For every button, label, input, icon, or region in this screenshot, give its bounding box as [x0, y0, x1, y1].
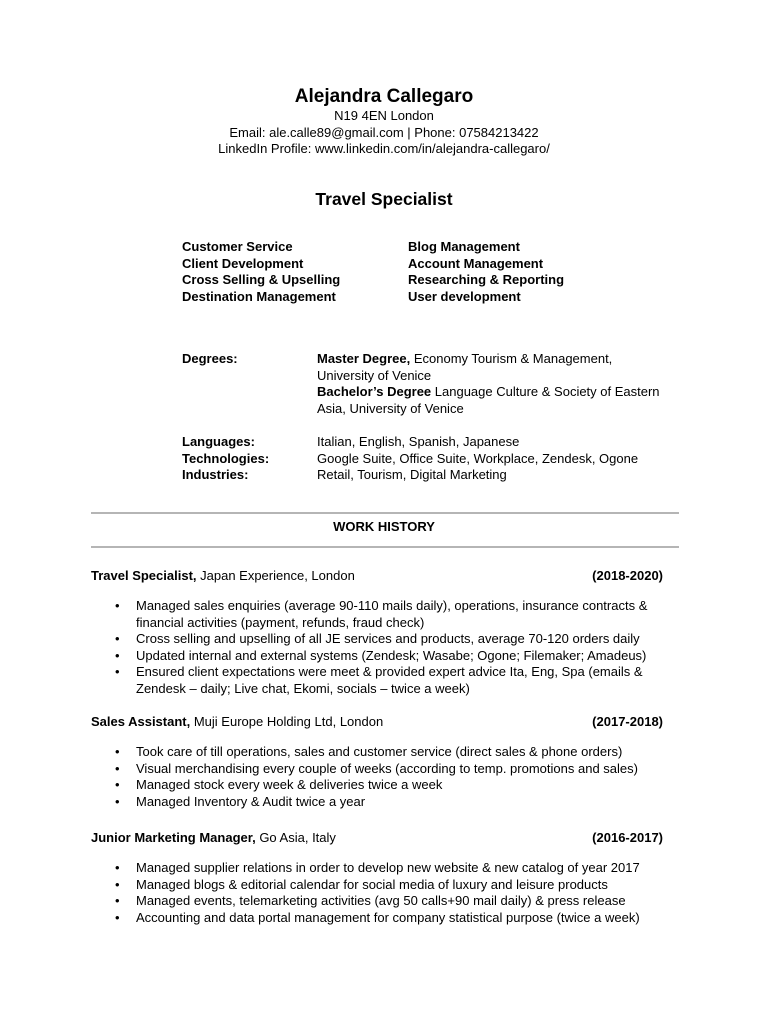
- job-entry-header: [91, 830, 663, 847]
- bullet-glyph: •: [115, 664, 120, 680]
- list-item-text: Managed stock every week & deliveries twice a week: [136, 777, 443, 793]
- bullet-glyph: •: [115, 777, 120, 793]
- list-item: [115, 761, 685, 778]
- contact-block: [0, 108, 768, 158]
- list-item-text: Managed sales enquiries (average 90-110 mails daily), operations, insurance contracts & financial activities (payment, refunds, fraud check): [136, 598, 648, 630]
- job-company: Go Asia, Italy: [255, 830, 336, 845]
- section-divider-bottom: [91, 546, 679, 548]
- skill-item: Account Management: [408, 255, 544, 271]
- list-item-text: Managed blogs & editorial calendar for social media of luxury and leisure products: [136, 876, 608, 892]
- linkedin-line: LinkedIn Profile: www.linkedin.com/in/alejandra-callegaro/: [218, 141, 550, 157]
- bullet-glyph: •: [115, 876, 120, 892]
- list-item: [115, 893, 685, 910]
- job-dates: (2018-2020): [592, 568, 663, 583]
- industries-value: Retail, Tourism, Digital Marketing: [317, 467, 507, 483]
- list-item: [115, 744, 685, 761]
- skill-item: Blog Management: [408, 239, 520, 254]
- info-labels: [182, 434, 269, 484]
- job-title: Travel Specialist: [315, 189, 453, 209]
- bullet-glyph: •: [115, 744, 120, 759]
- bullet-glyph: •: [115, 909, 120, 925]
- job-company: Japan Experience, London: [196, 568, 355, 583]
- list-item: [115, 860, 685, 877]
- master-degree-title: Master Degree,: [317, 351, 411, 366]
- list-item: [115, 631, 685, 648]
- list-item-text: Cross selling and upselling of all JE services and products, average 70-120 orders daily: [136, 631, 640, 647]
- skill-item: Researching & Reporting: [408, 272, 565, 288]
- list-item-text: Managed supplier relations in order to develop new website & new catalog of year 2017: [136, 860, 640, 875]
- bullet-glyph: •: [115, 860, 120, 875]
- list-item-text: Took care of till operations, sales and customer service (direct sales & phone orders): [136, 744, 623, 759]
- job-company: Muji Europe Holding Ltd, London: [190, 714, 384, 729]
- bullet-glyph: •: [115, 760, 120, 776]
- job-role: Travel Specialist,: [91, 568, 197, 583]
- list-item: [115, 777, 685, 794]
- languages-value: Italian, English, Spanish, Japanese: [317, 434, 520, 449]
- industries-label: Industries:: [182, 467, 249, 483]
- master-degree-detail: Economy Tourism & Management, University of Venice: [317, 351, 613, 383]
- degrees-detail: [317, 351, 667, 417]
- job-role: Junior Marketing Manager,: [91, 830, 256, 845]
- job-bullets: [115, 744, 685, 810]
- job-dates: (2017-2018): [592, 714, 663, 729]
- list-item: [115, 794, 685, 811]
- bullet-glyph: •: [115, 598, 120, 613]
- job-bullets: [115, 860, 685, 926]
- skill-item: Destination Management: [182, 288, 336, 304]
- list-item: [115, 664, 685, 697]
- bullet-glyph: •: [115, 893, 120, 909]
- job-entry-header: [91, 714, 663, 731]
- job-dates: (2016-2017): [592, 830, 663, 845]
- bachelor-degree-detail: Language Culture & Society of Eastern Asia, University of Venice: [317, 384, 660, 416]
- bachelor-degree: [317, 384, 667, 417]
- skills-column-left: [182, 239, 340, 305]
- list-item-text: Accounting and data portal management for company statistical purpose (twice a week): [136, 909, 640, 925]
- skill-item: User development: [408, 288, 521, 304]
- job-role: Sales Assistant,: [91, 714, 191, 729]
- technologies-value: Google Suite, Office Suite, Workplace, Zendesk, Ogone: [317, 450, 639, 466]
- list-item-text: Managed Inventory & Audit twice a year: [136, 793, 366, 809]
- list-item: [115, 910, 685, 927]
- master-degree: [317, 351, 667, 384]
- list-item-text: Managed events, telemarketing activities (avg 50 calls+90 mail daily) & press release: [136, 893, 626, 909]
- bullet-glyph: •: [115, 647, 120, 663]
- skill-item: Customer Service: [182, 239, 293, 254]
- technologies-label: Technologies:: [182, 450, 270, 466]
- degrees-label: Degrees:: [182, 351, 238, 366]
- address-line: N19 4EN London: [334, 108, 434, 123]
- email-phone-line: Email: ale.calle89@gmail.com | Phone: 07584213422: [229, 124, 539, 140]
- list-item-text: Ensured client expectations were meet & provided expert advice Ita, Eng, Spa (emails & Zendesk – daily; Live chat, Ekomi, socials – twice a week): [136, 664, 643, 696]
- list-item-text: Updated internal and external systems (Zendesk; Wasabe; Ogone; Filemaker; Amadeus): [136, 647, 647, 663]
- bullet-glyph: •: [115, 793, 120, 809]
- list-item: [115, 648, 685, 665]
- bullet-glyph: •: [115, 631, 120, 647]
- list-item: [115, 598, 685, 631]
- skill-item: Cross Selling & Upselling: [182, 272, 341, 288]
- job-entry-header: [91, 568, 663, 585]
- section-divider-top: [91, 512, 679, 514]
- work-history-heading: WORK HISTORY: [333, 519, 435, 534]
- skills-column-right: [408, 239, 564, 305]
- bachelor-degree-title: Bachelor’s Degree: [317, 384, 432, 400]
- job-bullets: [115, 598, 685, 698]
- candidate-name: Alejandra Callegaro: [294, 86, 474, 107]
- skill-item: Client Development: [182, 255, 304, 271]
- list-item-text: Visual merchandising every couple of weeks (according to temp. promotions and sales): [136, 760, 638, 776]
- list-item: [115, 877, 685, 894]
- info-values: [317, 434, 638, 484]
- languages-label: Languages:: [182, 434, 255, 449]
